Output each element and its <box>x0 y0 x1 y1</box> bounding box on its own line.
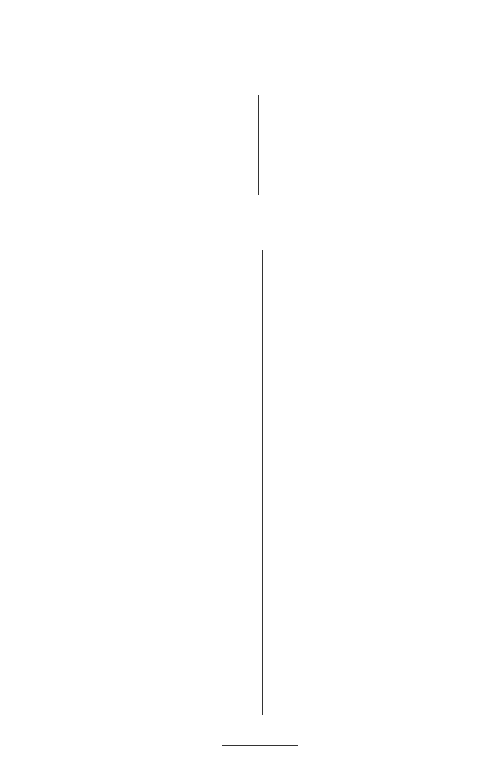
top-column-divider <box>258 95 259 195</box>
footer-rule <box>222 745 298 746</box>
main-column-divider <box>262 250 263 715</box>
